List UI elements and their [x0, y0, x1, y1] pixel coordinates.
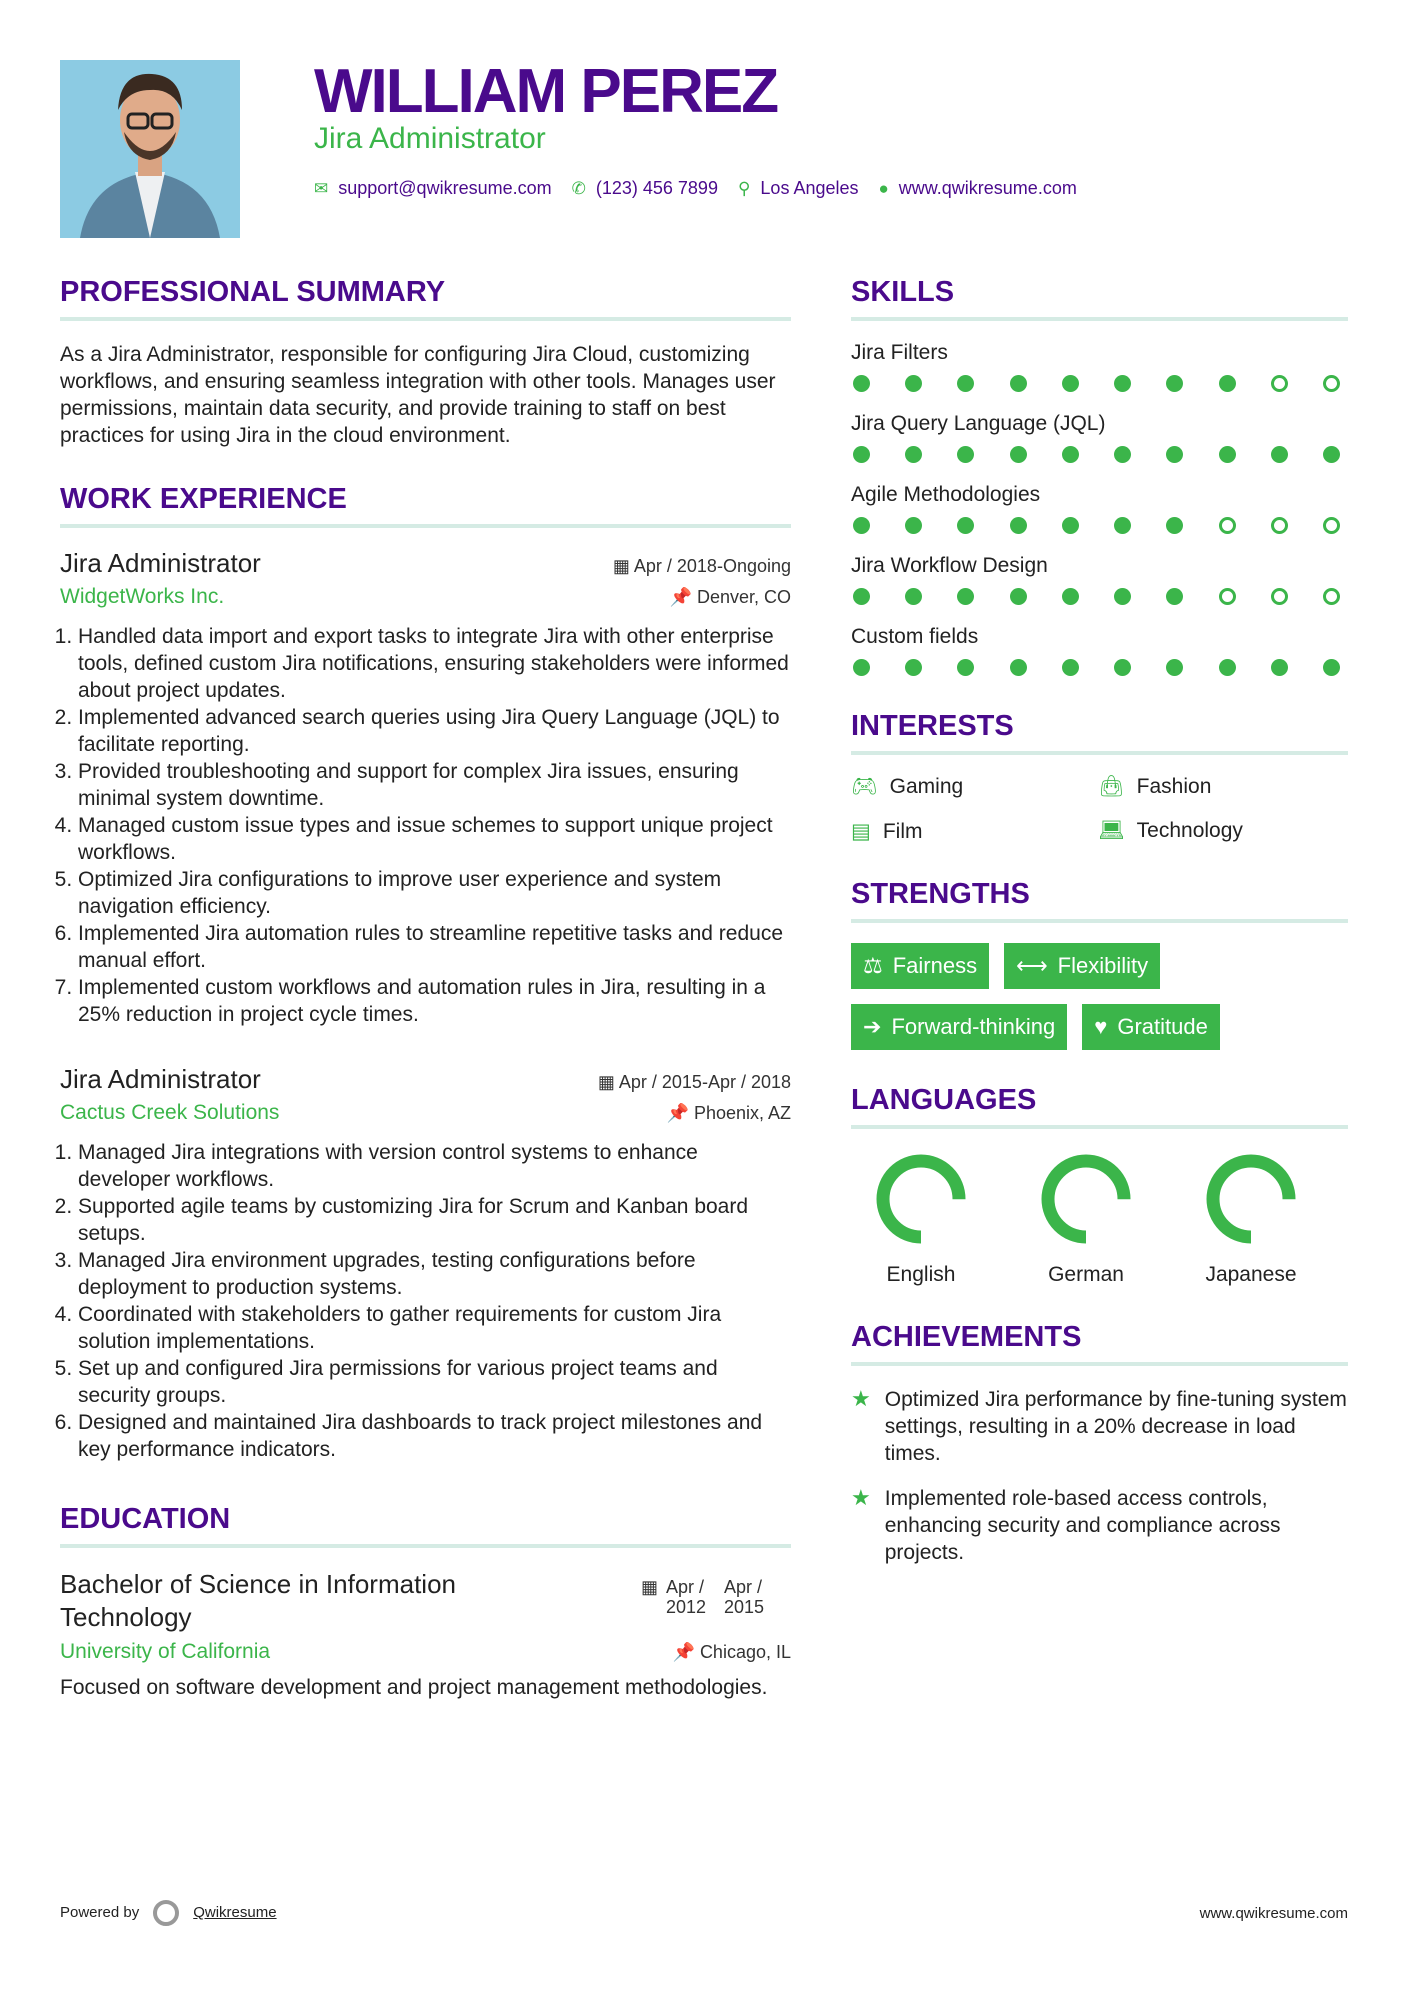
- heart-icon: ♥: [1094, 1014, 1108, 1039]
- list-item: 2. Supported agile teams by customizing Jira for Scrum and Kanban board setups.: [78, 1193, 791, 1247]
- skill-rating: [851, 588, 1348, 605]
- rating-dot: [957, 375, 974, 392]
- globe-icon: ●: [878, 178, 889, 198]
- skill-name: Jira Filters: [851, 341, 948, 364]
- interest-item: [1098, 775, 1348, 799]
- rating-dot: [1219, 446, 1236, 463]
- achievement-text: Optimized Jira performance by fine-tuning system settings, resulting in a 20% decrease in load times.: [884, 1388, 1347, 1465]
- skill-name: Custom fields: [851, 625, 979, 648]
- job-entry: [60, 548, 791, 1028]
- strength-badge: [851, 1004, 1067, 1050]
- company: Cactus Creek Solutions: [60, 1101, 280, 1124]
- degree: Bachelor of Science in Information Technology: [60, 1569, 456, 1632]
- film-icon: ▤: [851, 820, 871, 843]
- list-item: 4. Coordinated with stakeholders to gather requirements for custom Jira solution implementations.: [78, 1301, 791, 1355]
- language-item: [1191, 1149, 1311, 1287]
- rating-dot: [853, 659, 870, 676]
- pin-icon: 📌: [666, 1103, 689, 1123]
- strength-badge: [851, 943, 989, 989]
- experience-section: [60, 483, 791, 1463]
- list-item: 6. Implemented Jira automation rules to streamline repetitive tasks and reduce manual effort.: [78, 920, 791, 974]
- rating-dot: [1323, 588, 1340, 605]
- rating-dot: [1219, 659, 1236, 676]
- rating-dot: [1166, 588, 1183, 605]
- skills-section: [851, 276, 1348, 676]
- rating-dot: [957, 588, 974, 605]
- language-progress-arc: [1048, 1161, 1124, 1237]
- skill-name: Agile Methodologies: [851, 483, 1041, 506]
- language-name: Japanese: [1205, 1263, 1297, 1286]
- skill-item: [851, 483, 1348, 534]
- language-ring: [871, 1149, 971, 1249]
- interest-label: Film: [882, 820, 923, 843]
- list-item: 3. Provided troubleshooting and support for complex Jira issues, ensuring minimal system downtime.: [78, 758, 791, 812]
- list-item: 6. Designed and maintained Jira dashboards to track project milestones and key performance indicators.: [78, 1409, 791, 1463]
- rating-dot: [905, 375, 922, 392]
- skill-name: Jira Workflow Design: [851, 554, 1048, 577]
- pin-icon: 📌: [672, 1642, 695, 1662]
- rating-dot: [1010, 446, 1027, 463]
- section-heading: PROFESSIONAL SUMMARY: [60, 276, 791, 321]
- rating-dot: [1219, 375, 1236, 392]
- list-item: 7. Implemented custom workflows and automation rules in Jira, resulting in a 25% reduction in project cycle times.: [78, 974, 791, 1028]
- qwikresume-logo-icon: [153, 1900, 179, 1926]
- star-icon: ★: [851, 1485, 871, 1510]
- edu-description: Focused on software development and project management methodologies.: [60, 1676, 768, 1699]
- language-progress-arc: [883, 1161, 959, 1237]
- phone-icon: ✆: [571, 178, 586, 198]
- job-dates: Apr / 2015-Apr / 2018: [618, 1072, 791, 1092]
- language-progress-arc: [1213, 1161, 1289, 1237]
- rating-dot: [1062, 588, 1079, 605]
- summary-section: [60, 276, 791, 449]
- job-dates: Apr / 2018-Ongoing: [633, 556, 791, 576]
- rating-dot: [1271, 446, 1288, 463]
- profile-photo: [60, 60, 240, 238]
- company: WidgetWorks Inc.: [60, 585, 225, 608]
- list-item: 3. Managed Jira environment upgrades, testing configurations before deployment to production systems.: [78, 1247, 791, 1301]
- rating-dot: [853, 588, 870, 605]
- languages-section: [851, 1084, 1348, 1287]
- section-heading: LANGUAGES: [851, 1084, 1348, 1129]
- rating-dot: [957, 517, 974, 534]
- list-item: 4. Managed custom issue types and issue schemes to support unique project workflows.: [78, 812, 791, 866]
- language-item: [861, 1149, 981, 1287]
- job-title: Jira Administrator: [60, 548, 261, 578]
- phone: (123) 456 7899: [595, 178, 718, 198]
- email-link[interactable]: support@qwikresume.com: [338, 178, 552, 198]
- footer: [60, 1900, 1348, 1926]
- skill-rating: [851, 375, 1348, 392]
- rating-dot: [957, 446, 974, 463]
- rating-dot: [1114, 588, 1131, 605]
- section-heading: INTERESTS: [851, 710, 1348, 755]
- skill-rating: [851, 659, 1348, 676]
- interest-item: [851, 819, 1098, 844]
- calendar-icon: ▦: [641, 1577, 659, 1597]
- brand-link[interactable]: Qwikresume: [193, 1903, 277, 1921]
- rating-dot: [1062, 659, 1079, 676]
- balance-scale-icon: ⚖: [863, 953, 883, 978]
- rating-dot: [1114, 375, 1131, 392]
- job-title: Jira Administrator: [314, 122, 546, 155]
- rating-dot: [905, 446, 922, 463]
- skill-rating: [851, 517, 1348, 534]
- list-item: 5. Set up and configured Jira permissions for various project teams and security groups.: [78, 1355, 791, 1409]
- rating-dot: [853, 446, 870, 463]
- strength-label: Forward-thinking: [891, 1014, 1056, 1039]
- rating-dot: [1062, 517, 1079, 534]
- language-ring: [1201, 1149, 1301, 1249]
- school: University of California: [60, 1640, 271, 1663]
- interest-label: Gaming: [889, 775, 964, 798]
- skill-name: Jira Query Language (JQL): [851, 412, 1106, 435]
- strength-label: Gratitude: [1117, 1014, 1208, 1039]
- edu-start: Apr / 2012: [666, 1577, 707, 1617]
- achievement-text: Implemented role-based access controls, enhancing security and compliance across projects.: [884, 1487, 1281, 1564]
- rating-dot: [1166, 375, 1183, 392]
- interest-label: Fashion: [1136, 775, 1212, 798]
- strength-label: Flexibility: [1057, 953, 1149, 978]
- right-column: [851, 276, 1348, 1600]
- rating-dot: [1010, 659, 1027, 676]
- achievements-section: [851, 1321, 1348, 1566]
- interest-item: [1098, 819, 1348, 844]
- interest-label: Technology: [1136, 819, 1243, 842]
- location: Los Angeles: [760, 178, 859, 198]
- rating-dot: [1114, 659, 1131, 676]
- strength-label: Fairness: [892, 953, 978, 978]
- achievement-item: [851, 1485, 1348, 1566]
- interests-section: [851, 710, 1348, 844]
- section-heading: WORK EXPERIENCE: [60, 483, 791, 528]
- left-column: [60, 276, 791, 1735]
- gamepad-icon: 🎮︎: [851, 775, 878, 798]
- rating-dot: [957, 659, 974, 676]
- rating-dot: [1166, 446, 1183, 463]
- rating-dot: [853, 517, 870, 534]
- arrow-right-icon: ➔: [863, 1014, 882, 1039]
- map-marker-icon: ⚲: [737, 178, 751, 198]
- strength-badge: [1004, 943, 1160, 989]
- summary-text: As a Jira Administrator, responsible for configuring Jira Cloud, customizing workflows, and ensuring seamless integration with other tools. Manages user permissions, maintain data security, and provide training to staff on best practices for using Jira in the cloud environment.: [60, 343, 776, 447]
- rating-dot: [1323, 375, 1340, 392]
- skill-item: [851, 341, 1348, 392]
- website-link[interactable]: www.qwikresume.com: [898, 178, 1077, 198]
- rating-dot: [1062, 446, 1079, 463]
- language-item: [1026, 1149, 1146, 1287]
- list-item: 2. Implemented advanced search queries using Jira Query Language (JQL) to facilitate reporting.: [78, 704, 791, 758]
- section-heading: EDUCATION: [60, 1503, 791, 1548]
- edu-end: Apr / 2015: [724, 1577, 765, 1617]
- calendar-icon: ▦: [612, 556, 630, 576]
- skill-rating: [851, 446, 1348, 463]
- rating-dot: [1271, 588, 1288, 605]
- calendar-icon: ▦: [597, 1072, 615, 1092]
- skill-item: [851, 412, 1348, 463]
- achievement-item: [851, 1386, 1348, 1467]
- list-item: 1. Managed Jira integrations with version control systems to enhance developer workflows.: [78, 1139, 791, 1193]
- rating-dot: [1166, 659, 1183, 676]
- laptop-icon: 💻︎: [1098, 819, 1125, 842]
- strengths-section: [851, 878, 1348, 1050]
- rating-dot: [1010, 517, 1027, 534]
- rating-dot: [1271, 517, 1288, 534]
- rating-dot: [1010, 588, 1027, 605]
- rating-dot: [1166, 517, 1183, 534]
- job-entry: [60, 1064, 791, 1463]
- list-item: 5. Optimized Jira configurations to improve user experience and system navigation efficiency.: [78, 866, 791, 920]
- arrows-horizontal-icon: ⟷: [1016, 953, 1048, 978]
- section-heading: ACHIEVEMENTS: [851, 1321, 1348, 1366]
- rating-dot: [1323, 659, 1340, 676]
- candidate-name: WILLIAM PEREZ: [314, 57, 778, 126]
- strength-badge: [1082, 1004, 1220, 1050]
- rating-dot: [853, 375, 870, 392]
- rating-dot: [1114, 517, 1131, 534]
- rating-dot: [905, 588, 922, 605]
- skill-item: [851, 554, 1348, 605]
- star-icon: ★: [851, 1386, 871, 1411]
- contact-bar: [314, 178, 1077, 199]
- rating-dot: [1062, 375, 1079, 392]
- shopping-bag-icon: 👜︎: [1098, 775, 1125, 798]
- rating-dot: [1010, 375, 1027, 392]
- footer-site: www.qwikresume.com: [1199, 1904, 1348, 1922]
- rating-dot: [905, 517, 922, 534]
- rating-dot: [1271, 659, 1288, 676]
- section-heading: SKILLS: [851, 276, 1348, 321]
- rating-dot: [905, 659, 922, 676]
- rating-dot: [1114, 446, 1131, 463]
- rating-dot: [1323, 517, 1340, 534]
- pin-icon: 📌: [669, 587, 692, 607]
- rating-dot: [1219, 588, 1236, 605]
- education-section: [60, 1503, 791, 1701]
- skill-item: [851, 625, 1348, 676]
- job-title: Jira Administrator: [60, 1064, 261, 1094]
- envelope-icon: ✉: [314, 178, 329, 198]
- section-heading: STRENGTHS: [851, 878, 1348, 923]
- job-location: Denver, CO: [696, 587, 791, 607]
- list-item: 1. Handled data import and export tasks to integrate Jira with other enterprise tools, defined custom Jira notifications, ensuring stakeholders were informed about project updates.: [78, 623, 791, 704]
- interest-item: [851, 775, 1098, 799]
- rating-dot: [1271, 375, 1288, 392]
- language-name: German: [1048, 1263, 1124, 1286]
- rating-dot: [1323, 446, 1340, 463]
- language-ring: [1036, 1149, 1136, 1249]
- edu-location: Chicago, IL: [699, 1642, 791, 1662]
- rating-dot: [1219, 517, 1236, 534]
- powered-by: Powered by: [60, 1903, 140, 1921]
- language-name: English: [886, 1263, 956, 1286]
- job-location: Phoenix, AZ: [693, 1103, 791, 1123]
